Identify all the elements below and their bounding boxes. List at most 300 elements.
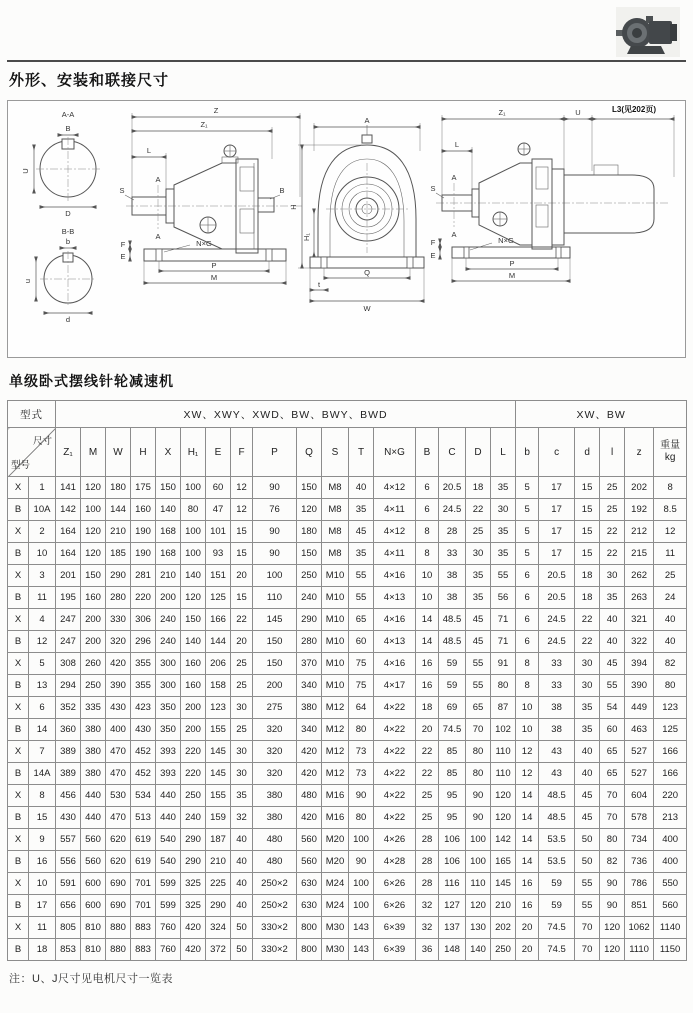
cell: 591 bbox=[56, 873, 81, 895]
cell: 20 bbox=[516, 917, 539, 939]
cell: 168 bbox=[156, 543, 181, 565]
cell: 82 bbox=[600, 851, 625, 873]
cell: 350 bbox=[156, 697, 181, 719]
dim-label: A bbox=[155, 232, 161, 241]
cell: B bbox=[8, 939, 29, 961]
cell: 12 bbox=[516, 741, 539, 763]
cell: 30 bbox=[491, 499, 516, 521]
cell: 64 bbox=[349, 697, 374, 719]
cell: X bbox=[8, 477, 29, 499]
cell: 202 bbox=[625, 477, 654, 499]
cell: 247 bbox=[56, 631, 81, 653]
cell: 80 bbox=[466, 741, 491, 763]
cell: 53.5 bbox=[539, 851, 575, 873]
cell: 851 bbox=[625, 895, 654, 917]
cell: 200 bbox=[181, 697, 206, 719]
cell: 690 bbox=[106, 873, 131, 895]
cell: 321 bbox=[625, 609, 654, 631]
cell: X bbox=[8, 653, 29, 675]
cell: 281 bbox=[131, 565, 156, 587]
cell: 100 bbox=[349, 873, 374, 895]
cell: 40 bbox=[654, 609, 687, 631]
cell: 160 bbox=[81, 587, 106, 609]
cell: 91 bbox=[491, 653, 516, 675]
column-header: D bbox=[466, 428, 491, 477]
cell: 80 bbox=[349, 807, 374, 829]
cell: 87 bbox=[491, 697, 516, 719]
cell: M20 bbox=[322, 829, 349, 851]
cell: 8 bbox=[516, 653, 539, 675]
dim-label: N×G bbox=[196, 239, 212, 248]
cell: 116 bbox=[439, 873, 466, 895]
cell: M16 bbox=[322, 785, 349, 807]
cell: 40 bbox=[600, 609, 625, 631]
cell: 80 bbox=[181, 499, 206, 521]
cell: 80 bbox=[654, 675, 687, 697]
front-view-drawing bbox=[289, 116, 424, 313]
cell: M10 bbox=[322, 653, 349, 675]
cell: 40 bbox=[231, 895, 253, 917]
cell: 440 bbox=[156, 785, 181, 807]
column-header: F bbox=[231, 428, 253, 477]
cell: 786 bbox=[625, 873, 654, 895]
cell: 35 bbox=[466, 587, 491, 609]
cell: 220 bbox=[131, 587, 156, 609]
cell: 225 bbox=[206, 873, 231, 895]
table-row bbox=[8, 543, 687, 565]
cell: 80 bbox=[600, 829, 625, 851]
cell: 352 bbox=[56, 697, 81, 719]
cell: B bbox=[8, 719, 29, 741]
cell: 201 bbox=[56, 565, 81, 587]
cell: M30 bbox=[322, 939, 349, 961]
dim-label: b bbox=[65, 237, 71, 246]
cell: 30 bbox=[575, 653, 600, 675]
cell: 5 bbox=[29, 653, 56, 675]
cell: 120 bbox=[600, 917, 625, 939]
cell: 8 bbox=[654, 477, 687, 499]
cell: 430 bbox=[106, 697, 131, 719]
cell: 32 bbox=[416, 917, 439, 939]
cell: 275 bbox=[253, 697, 297, 719]
cell: 106 bbox=[439, 851, 466, 873]
cell: 810 bbox=[81, 917, 106, 939]
cell: 144 bbox=[106, 499, 131, 521]
cell: 20 bbox=[416, 719, 439, 741]
cell: 93 bbox=[206, 543, 231, 565]
cell: 18 bbox=[466, 477, 491, 499]
cell: 28 bbox=[416, 829, 439, 851]
cell: 17 bbox=[539, 477, 575, 499]
table-row bbox=[8, 675, 687, 697]
dim-label: L bbox=[454, 140, 460, 149]
cell: 25 bbox=[231, 719, 253, 741]
cell: 150 bbox=[181, 609, 206, 631]
cell: X bbox=[8, 521, 29, 543]
cell: 420 bbox=[181, 939, 206, 961]
weight-unit: kg bbox=[664, 452, 676, 463]
cell: 263 bbox=[625, 587, 654, 609]
cell: 17 bbox=[539, 521, 575, 543]
cell: X bbox=[8, 741, 29, 763]
cell: 393 bbox=[156, 763, 181, 785]
cell: 14 bbox=[516, 807, 539, 829]
cell: 4×16 bbox=[374, 653, 416, 675]
dim-label: u bbox=[23, 278, 32, 284]
cell: 70 bbox=[575, 939, 600, 961]
cell: 202 bbox=[491, 917, 516, 939]
cell: 8 bbox=[416, 543, 439, 565]
cell: 701 bbox=[131, 895, 156, 917]
cell: 760 bbox=[156, 939, 181, 961]
table-row bbox=[8, 477, 687, 499]
group1-header: XW、XWY、XWD、BW、BWY、BWD bbox=[56, 401, 516, 428]
cell: 166 bbox=[654, 741, 687, 763]
cell: 43 bbox=[539, 763, 575, 785]
dim-label: L3(见202页) bbox=[611, 105, 657, 114]
dim-label: M bbox=[508, 271, 516, 280]
cell: 540 bbox=[156, 851, 181, 873]
cell: 4×22 bbox=[374, 697, 416, 719]
dim-label: U bbox=[21, 168, 30, 174]
cell: 75 bbox=[349, 653, 374, 675]
cell: 16 bbox=[516, 873, 539, 895]
column-header: d bbox=[575, 428, 600, 477]
cell: 17 bbox=[539, 499, 575, 521]
cell: 470 bbox=[106, 807, 131, 829]
cell: 144 bbox=[206, 631, 231, 653]
cell: 220 bbox=[181, 763, 206, 785]
cell: M8 bbox=[322, 477, 349, 499]
cell: 40 bbox=[231, 873, 253, 895]
cell: 320 bbox=[253, 763, 297, 785]
cell: X bbox=[8, 917, 29, 939]
cell: 15 bbox=[231, 543, 253, 565]
cell: 35 bbox=[600, 587, 625, 609]
cell: 4×17 bbox=[374, 675, 416, 697]
column-header: M bbox=[81, 428, 106, 477]
cell: 4×26 bbox=[374, 829, 416, 851]
cell: M24 bbox=[322, 895, 349, 917]
cell: 17 bbox=[29, 895, 56, 917]
cell: 25 bbox=[231, 653, 253, 675]
cell: 190 bbox=[131, 543, 156, 565]
table-row bbox=[8, 653, 687, 675]
cell: 140 bbox=[466, 939, 491, 961]
table-row bbox=[8, 763, 687, 785]
cell: 22 bbox=[416, 741, 439, 763]
cell: B bbox=[8, 631, 29, 653]
cell: 250 bbox=[297, 565, 322, 587]
cell: 10 bbox=[29, 873, 56, 895]
cell: B bbox=[8, 499, 29, 521]
cell: 534 bbox=[131, 785, 156, 807]
cell: 294 bbox=[56, 675, 81, 697]
cell: 190 bbox=[131, 521, 156, 543]
cell: 240 bbox=[297, 587, 322, 609]
cell: 38 bbox=[539, 719, 575, 741]
cell: 240 bbox=[156, 609, 181, 631]
cell: 760 bbox=[156, 917, 181, 939]
cell: X bbox=[8, 873, 29, 895]
cell: 100 bbox=[466, 829, 491, 851]
cell: 556 bbox=[56, 851, 81, 873]
cell: 470 bbox=[106, 763, 131, 785]
dim-label: W bbox=[363, 304, 371, 313]
cell: 38 bbox=[439, 565, 466, 587]
table-row bbox=[8, 719, 687, 741]
dim-label: H bbox=[289, 204, 298, 210]
cell: 143 bbox=[349, 939, 374, 961]
cell: 4×22 bbox=[374, 741, 416, 763]
cell: M12 bbox=[322, 697, 349, 719]
cell: 28 bbox=[416, 851, 439, 873]
cell: 35 bbox=[231, 785, 253, 807]
cell: X bbox=[8, 609, 29, 631]
cell: 6 bbox=[29, 697, 56, 719]
cell: 853 bbox=[56, 939, 81, 961]
cell: 599 bbox=[156, 873, 181, 895]
cell: 192 bbox=[625, 499, 654, 521]
cell: 110 bbox=[491, 741, 516, 763]
cell: 380 bbox=[81, 741, 106, 763]
section-title: 单级卧式摆线针轮减速机 bbox=[9, 373, 174, 389]
cell: 22 bbox=[416, 763, 439, 785]
cell: 90 bbox=[466, 807, 491, 829]
cell: 620 bbox=[106, 851, 131, 873]
cell: 630 bbox=[297, 895, 322, 917]
cell: 600 bbox=[81, 873, 106, 895]
cell: 800 bbox=[297, 939, 322, 961]
dim-label: A bbox=[451, 173, 457, 182]
cell: 8.5 bbox=[654, 499, 687, 521]
cell: 120 bbox=[491, 785, 516, 807]
cell: 59 bbox=[539, 895, 575, 917]
cell: 10 bbox=[516, 697, 539, 719]
cell: 50 bbox=[575, 829, 600, 851]
section-aa-drawing bbox=[21, 110, 100, 218]
cell: 390 bbox=[625, 675, 654, 697]
cell: M12 bbox=[322, 763, 349, 785]
cell: 45 bbox=[575, 785, 600, 807]
side-view-drawing bbox=[119, 106, 304, 283]
cell: 102 bbox=[491, 719, 516, 741]
cell: 240 bbox=[156, 631, 181, 653]
cell: 393 bbox=[156, 741, 181, 763]
cell: 206 bbox=[206, 653, 231, 675]
cell: 560 bbox=[654, 895, 687, 917]
cell: X bbox=[8, 565, 29, 587]
cell: 599 bbox=[156, 895, 181, 917]
cell: 166 bbox=[654, 763, 687, 785]
cell: 35 bbox=[491, 543, 516, 565]
dim-label: Z₁ bbox=[200, 120, 208, 129]
cell: M10 bbox=[322, 609, 349, 631]
cell: 420 bbox=[297, 807, 322, 829]
column-header: c bbox=[539, 428, 575, 477]
cell: 372 bbox=[206, 939, 231, 961]
table-row bbox=[8, 697, 687, 719]
cell: 30 bbox=[231, 741, 253, 763]
cell: 164 bbox=[56, 521, 81, 543]
cell: M30 bbox=[322, 917, 349, 939]
cell: 82 bbox=[654, 653, 687, 675]
cell: 330×2 bbox=[253, 917, 297, 939]
cell: 6×39 bbox=[374, 917, 416, 939]
dim-label: M bbox=[210, 273, 218, 282]
cell: 2 bbox=[29, 521, 56, 543]
column-header: N×G bbox=[374, 428, 416, 477]
cell: 168 bbox=[156, 521, 181, 543]
column-header: T bbox=[349, 428, 374, 477]
cell: 120 bbox=[181, 587, 206, 609]
cell: 65 bbox=[349, 609, 374, 631]
cell: 74.5 bbox=[539, 939, 575, 961]
cell: 260 bbox=[81, 653, 106, 675]
table-row bbox=[8, 939, 687, 961]
cell: 150 bbox=[253, 653, 297, 675]
cell: 550 bbox=[654, 873, 687, 895]
cell: 69 bbox=[439, 697, 466, 719]
cell: 100 bbox=[253, 565, 297, 587]
cell: 50 bbox=[231, 917, 253, 939]
cell: B bbox=[8, 587, 29, 609]
dim-label: A bbox=[155, 175, 161, 184]
cell: 55 bbox=[466, 653, 491, 675]
column-header: P bbox=[253, 428, 297, 477]
cell: 36 bbox=[416, 939, 439, 961]
cell: 125 bbox=[206, 587, 231, 609]
table-body bbox=[8, 477, 687, 961]
reducer-photo bbox=[616, 7, 680, 57]
cell: 30 bbox=[600, 565, 625, 587]
cell: 120 bbox=[600, 939, 625, 961]
cell: 70 bbox=[600, 807, 625, 829]
cell: 578 bbox=[625, 807, 654, 829]
cell: 4×13 bbox=[374, 587, 416, 609]
cell: 4×16 bbox=[374, 609, 416, 631]
cell: 557 bbox=[56, 829, 81, 851]
table-header-row1 bbox=[8, 401, 687, 428]
cell: 389 bbox=[56, 763, 81, 785]
cell: 423 bbox=[131, 697, 156, 719]
cell: 10 bbox=[416, 565, 439, 587]
cell: 394 bbox=[625, 653, 654, 675]
column-header: C bbox=[439, 428, 466, 477]
cell: 883 bbox=[131, 917, 156, 939]
cell: X bbox=[8, 697, 29, 719]
cell: 35 bbox=[491, 521, 516, 543]
cell: 440 bbox=[81, 785, 106, 807]
cell: 340 bbox=[297, 675, 322, 697]
cell: 656 bbox=[56, 895, 81, 917]
dim-label: F bbox=[120, 240, 126, 249]
corner-label-size: 尺寸 bbox=[32, 436, 52, 447]
cell: 45 bbox=[466, 609, 491, 631]
cell: 55 bbox=[466, 675, 491, 697]
cell: 150 bbox=[156, 477, 181, 499]
dim-label: B-B bbox=[61, 227, 75, 236]
cell: 215 bbox=[625, 543, 654, 565]
cell: 110 bbox=[466, 873, 491, 895]
cell: 4×28 bbox=[374, 851, 416, 873]
cell: 101 bbox=[206, 521, 231, 543]
cell: 28 bbox=[439, 521, 466, 543]
cell: 164 bbox=[56, 543, 81, 565]
cell: 600 bbox=[81, 895, 106, 917]
table-row bbox=[8, 829, 687, 851]
cell: 212 bbox=[625, 521, 654, 543]
cell: 16 bbox=[416, 675, 439, 697]
cell: 33 bbox=[439, 543, 466, 565]
cell: 40 bbox=[600, 631, 625, 653]
cell: 380 bbox=[81, 719, 106, 741]
cell: M10 bbox=[322, 631, 349, 653]
cell: 14 bbox=[416, 609, 439, 631]
cell: 250 bbox=[181, 785, 206, 807]
cell: 10 bbox=[416, 587, 439, 609]
cell: 95 bbox=[439, 807, 466, 829]
table-row bbox=[8, 785, 687, 807]
cell: 16 bbox=[516, 895, 539, 917]
cell: M24 bbox=[322, 873, 349, 895]
cell: 430 bbox=[56, 807, 81, 829]
cell: M10 bbox=[322, 565, 349, 587]
cell: 106 bbox=[439, 829, 466, 851]
cell: 17 bbox=[539, 543, 575, 565]
cell: 80 bbox=[466, 763, 491, 785]
cell: 25 bbox=[231, 675, 253, 697]
cell: 125 bbox=[654, 719, 687, 741]
footnote: 注：U、J尺寸见电机尺寸一览表 bbox=[9, 973, 173, 985]
cell: 35 bbox=[575, 719, 600, 741]
cell: 18 bbox=[416, 697, 439, 719]
cell: 55 bbox=[349, 587, 374, 609]
table-row bbox=[8, 873, 687, 895]
cell: 20.5 bbox=[539, 565, 575, 587]
cell: 20.5 bbox=[439, 477, 466, 499]
cell: 5 bbox=[516, 499, 539, 521]
cell: 5 bbox=[516, 521, 539, 543]
cell: 18 bbox=[29, 939, 56, 961]
cell: 690 bbox=[106, 895, 131, 917]
cell: 220 bbox=[181, 741, 206, 763]
cell: 380 bbox=[81, 763, 106, 785]
cell: 43 bbox=[539, 741, 575, 763]
cell: 4×12 bbox=[374, 477, 416, 499]
cell: 340 bbox=[297, 719, 322, 741]
cell: 45 bbox=[575, 807, 600, 829]
cell: 389 bbox=[56, 741, 81, 763]
cell: 14 bbox=[516, 785, 539, 807]
cell: 800 bbox=[297, 917, 322, 939]
cell: 18 bbox=[575, 587, 600, 609]
cell: M10 bbox=[322, 587, 349, 609]
cell: 4×22 bbox=[374, 785, 416, 807]
cell: 25 bbox=[466, 521, 491, 543]
cell: 25 bbox=[416, 807, 439, 829]
cell: 100 bbox=[181, 477, 206, 499]
cell: 185 bbox=[106, 543, 131, 565]
dim-label: A bbox=[451, 230, 457, 239]
cell: 100 bbox=[181, 521, 206, 543]
cell: 6 bbox=[516, 565, 539, 587]
cell: 120 bbox=[81, 477, 106, 499]
cell: 100 bbox=[466, 851, 491, 873]
cell: 560 bbox=[81, 851, 106, 873]
cell: 33 bbox=[539, 675, 575, 697]
cell: 200 bbox=[81, 609, 106, 631]
